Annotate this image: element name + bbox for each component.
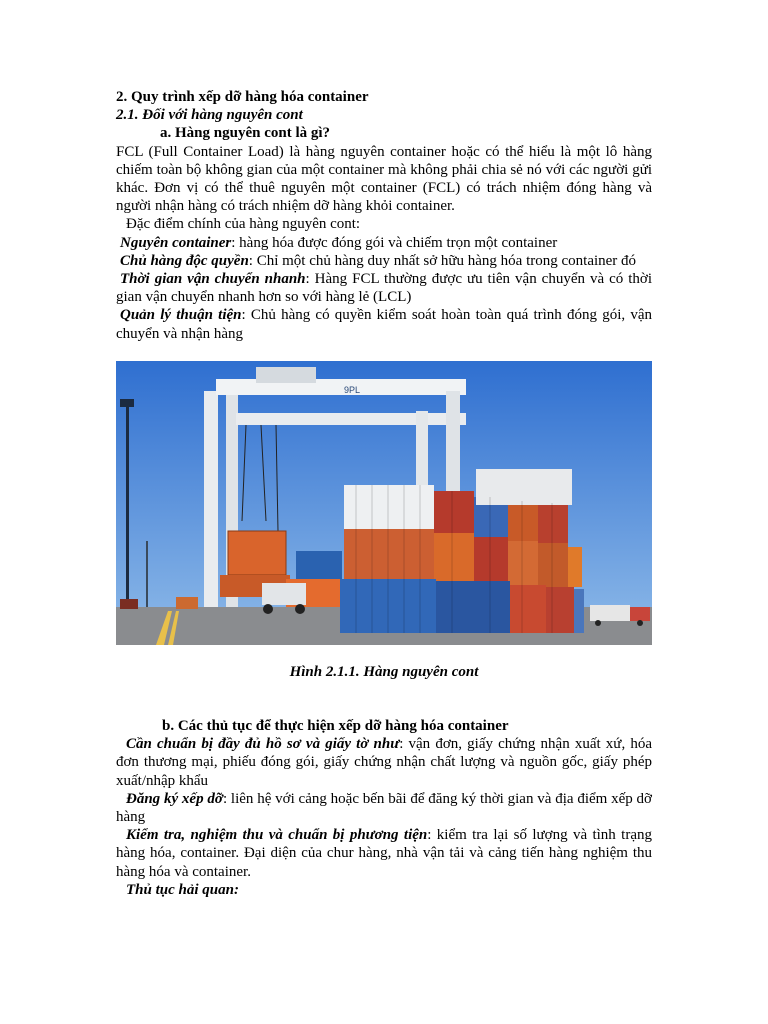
- step-term: Kiểm tra, nghiệm thu và chuẩn bị phương tiện: [126, 827, 428, 844]
- figure-caption: Hình 2.1.1. Hàng nguyên cont: [289, 663, 479, 680]
- feature-text: : Hàng FCL thường được ưu tiên vận chuyển và có thời gian vận chuyển nhanh hơn so với hàng lẻ (LCL): [116, 271, 652, 306]
- part-b-title: b. Các thủ tục để thực hiện xếp dỡ hàng hóa container: [162, 718, 509, 735]
- feature-item: [116, 270, 652, 306]
- port-illustration: [116, 361, 652, 645]
- step-term: Đăng ký xếp dỡ: [126, 790, 223, 807]
- step-text: :: [233, 881, 239, 898]
- feature-text: : Chỉ một chủ hàng duy nhất sở hữu hàng hóa trong container đó: [248, 252, 637, 269]
- container-port-photo: [116, 361, 652, 645]
- feature-item: [116, 252, 652, 270]
- feature-item: [116, 306, 652, 342]
- feature-term: Quản lý thuận tiện: [120, 307, 242, 324]
- procedure-step: [116, 881, 652, 899]
- procedure-step: [116, 735, 652, 790]
- section-heading: 2. Quy trình xếp dỡ hàng hóa container: [116, 89, 369, 105]
- part-a-title: a. Hàng nguyên cont là gì?: [160, 125, 331, 142]
- step-text: : kiểm tra lại số lượng và tình trạng hàng hóa, container. Đại diện của chur hàng, nhà vận tải và cảng tiến hàng nghiệm thu hàng hóa và container.: [116, 827, 652, 880]
- features-intro: Đặc điểm chính của hàng nguyên cont:: [126, 216, 361, 233]
- feature-text: : hàng hóa được đóng gói và chiếm trọn một container: [231, 234, 558, 251]
- feature-text: : Chủ hàng có quyền kiểm soát hoàn toàn quá trình đóng gói, vận chuyển và nhận hàng: [116, 307, 652, 342]
- feature-term: Nguyên container: [120, 234, 232, 251]
- feature-term: Chủ hàng độc quyền: [120, 252, 249, 269]
- step-text: : liên hệ với cảng hoặc bến bãi để đăng ký thời gian và địa điểm xếp dỡ hàng: [116, 790, 652, 826]
- feature-term: Thời gian vận chuyển nhanh: [120, 271, 306, 288]
- step-term: Cần chuẩn bị đầy đủ hồ sơ và giấy tờ như: [126, 736, 400, 753]
- section-subheading: 2.1. Đối với hàng nguyên cont: [116, 107, 303, 124]
- step-term: Thủ tục hải quan: [126, 881, 234, 898]
- crane-label: 9PL: [344, 384, 361, 395]
- part-a-intro: FCL (Full Container Load) là hàng nguyên container hoặc có thể hiểu là một lô hàng chiếm toàn bộ không gian của một container mà không phải chia sẻ nó với các người gửi khác. Đơn vị có thể thuê nguyên một container (FCL) có trách nhiệm đóng hàng và người nhận hàng có trách nhiệm dỡ hàng khỏi container.: [116, 143, 652, 215]
- procedure-step: [116, 826, 652, 881]
- step-text: : vận đơn, giấy chứng nhận xuất xứ, hóa đơn thương mại, phiếu đóng gói, giấy chứng nhận chất lượng và nguồn gốc, giấy phép xuất/nhập khẩu: [116, 736, 652, 789]
- procedure-step: [116, 790, 652, 826]
- feature-item: [116, 234, 652, 252]
- document-body: [116, 88, 652, 899]
